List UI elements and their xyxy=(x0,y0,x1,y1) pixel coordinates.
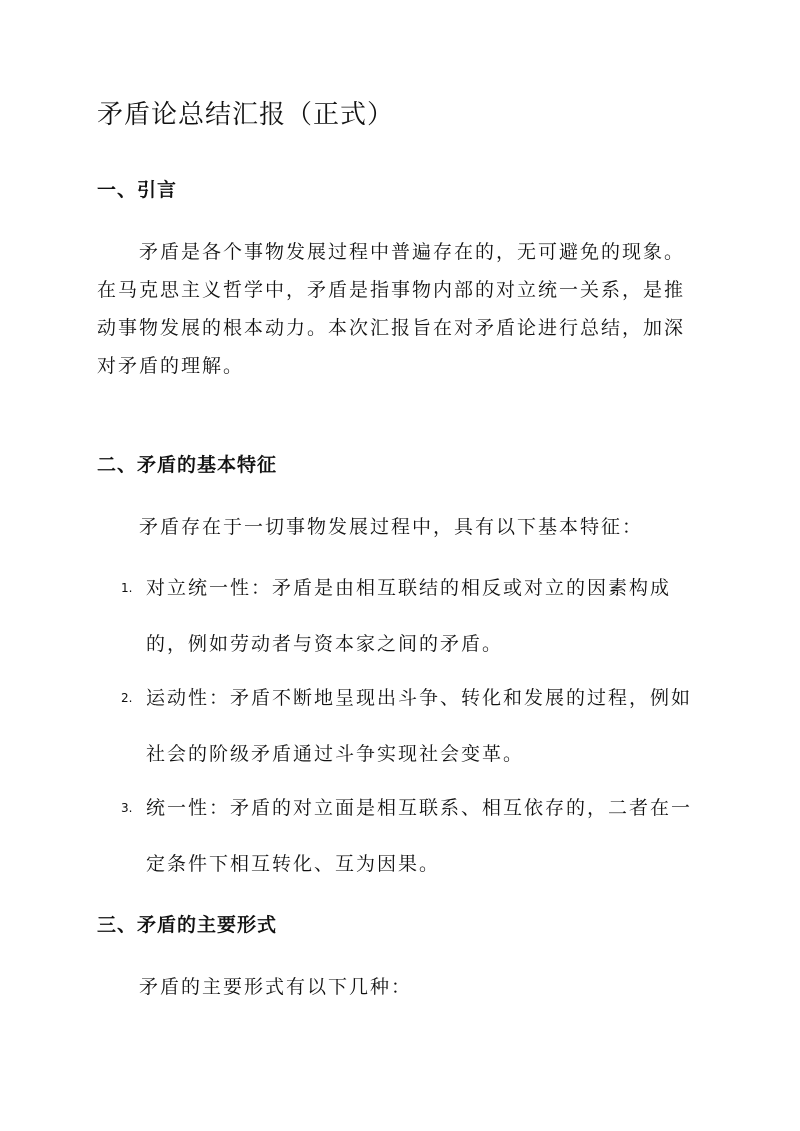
section-heading-basic-features: 二、矛盾的基本特征 xyxy=(97,454,278,476)
list-item-text: 对立统一性：矛盾是由相互联结的相反或对立的因素构成的，例如劳动者与资本家之间的矛盾。 xyxy=(146,577,672,655)
list-item xyxy=(121,560,701,672)
section-heading-main-forms: 三、矛盾的主要形式 xyxy=(97,914,278,936)
list-item xyxy=(121,780,701,892)
section-heading-introduction: 一、引言 xyxy=(97,179,178,201)
section-paragraph-basic-features: 矛盾存在于一切事物发展过程中，具有以下基本特征： xyxy=(139,516,644,538)
list-item-text: 统一性：矛盾的对立面是相互联系、相互依存的，二者在一定条件下相互转化、互为因果。 xyxy=(146,797,693,875)
section-paragraph-introduction: 矛盾是各个事物发展过程中普遍存在的，无可避免的现象。在马克思主义哲学中，矛盾是指事物内部的对立统一关系，是推动事物发展的根本动力。本次汇报旨在对矛盾论进行总结，加深对矛盾的理解。 xyxy=(97,241,686,377)
list-item xyxy=(121,670,701,782)
document-title: 矛盾论总结汇报（正式） xyxy=(97,100,395,130)
list-item-number: 1. xyxy=(121,581,133,595)
list-item-number: 3. xyxy=(121,801,133,815)
list-item-number: 2. xyxy=(121,691,133,705)
list-item-text: 运动性：矛盾不断地呈现出斗争、转化和发展的过程，例如社会的阶级矛盾通过斗争实现社会变革。 xyxy=(146,687,693,765)
section-paragraph-main-forms: 矛盾的主要形式有以下几种： xyxy=(139,976,413,998)
